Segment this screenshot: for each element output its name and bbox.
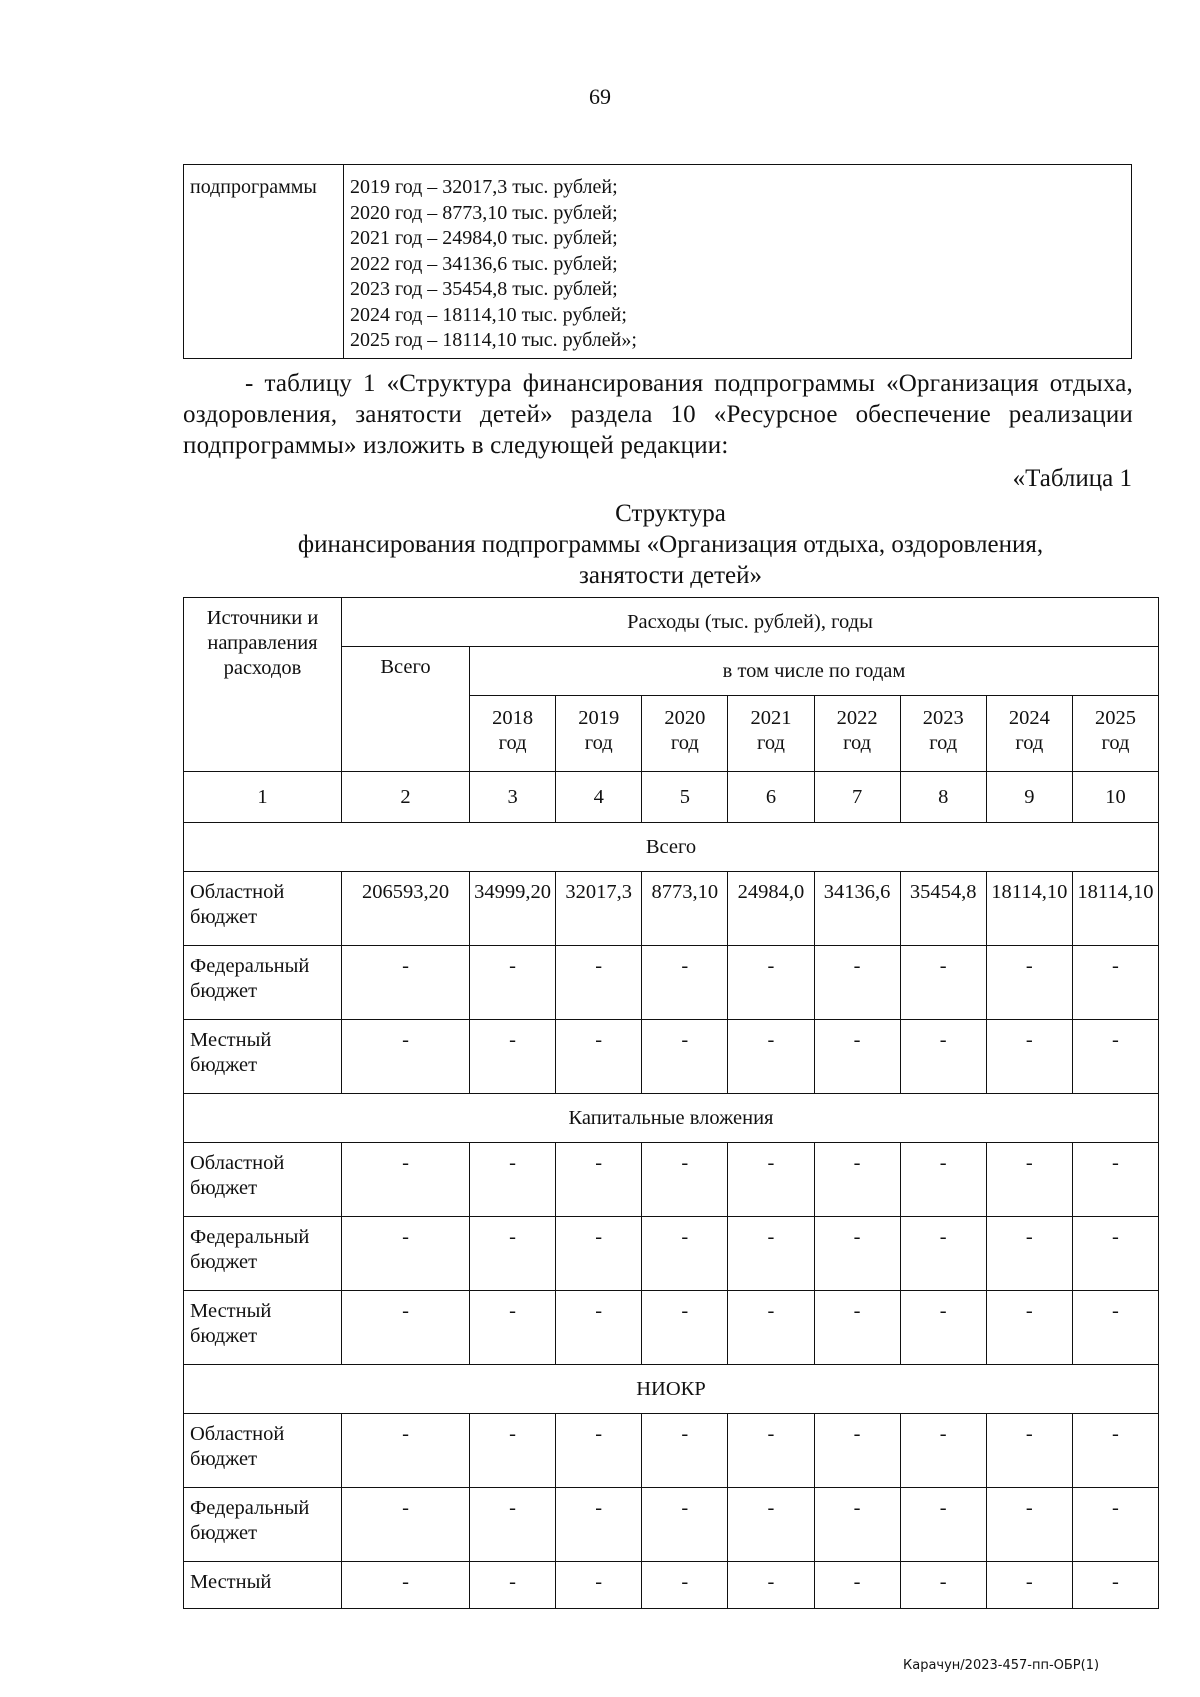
value-cell: -: [342, 1562, 470, 1609]
value-cell: -: [986, 1020, 1072, 1094]
value-cell: 34999,20: [470, 872, 556, 946]
value-cell: -: [642, 1414, 728, 1488]
header-year: 2025 год: [1072, 696, 1158, 772]
value-cell: -: [470, 1020, 556, 1094]
header-year: 2020 год: [642, 696, 728, 772]
summary-line: 2024 год – 18114,10 тыс. рублей;: [350, 303, 627, 326]
value-cell: -: [728, 1488, 814, 1562]
summary-line: 2023 год – 35454,8 тыс. рублей;: [350, 278, 618, 300]
value-cell: 8773,10: [642, 872, 728, 946]
value-cell: -: [814, 946, 900, 1020]
value-cell: -: [470, 1217, 556, 1291]
summary-line: 2025 год – 18114,10 тыс. рублей»;: [350, 329, 637, 351]
value-cell: -: [642, 1488, 728, 1562]
value-cell: 32017,3: [556, 872, 642, 946]
value-cell: -: [814, 1143, 900, 1217]
header-expenses: Расходы (тыс. рублей), годы: [342, 598, 1159, 647]
value-cell: -: [342, 1414, 470, 1488]
value-cell: -: [814, 1562, 900, 1609]
table-row: [184, 1562, 1159, 1609]
summary-line: 2020 год – 8773,10 тыс. рублей;: [350, 201, 618, 224]
column-number: 2: [342, 772, 470, 823]
source-cell: Областной бюджет: [184, 872, 342, 946]
value-cell: -: [900, 1217, 986, 1291]
value-cell: -: [342, 946, 470, 1020]
column-number: 10: [1072, 772, 1158, 823]
value-cell: -: [986, 946, 1072, 1020]
value-cell: -: [1072, 1020, 1158, 1094]
value-cell: -: [556, 1291, 642, 1365]
value-cell: -: [900, 1562, 986, 1609]
header-year: 2019 год: [556, 696, 642, 772]
value-cell: -: [470, 1143, 556, 1217]
value-cell: -: [728, 1020, 814, 1094]
summary-line: 2019 год – 32017,3 тыс. рублей;: [350, 176, 618, 198]
value-cell: -: [900, 946, 986, 1020]
value-cell: -: [1072, 946, 1158, 1020]
value-cell: -: [556, 1217, 642, 1291]
value-cell: -: [728, 1217, 814, 1291]
value-cell: -: [728, 1291, 814, 1365]
value-cell: -: [642, 1020, 728, 1094]
value-cell: -: [1072, 1143, 1158, 1217]
value-cell: -: [1072, 1562, 1158, 1609]
header-year: 2021 год: [728, 696, 814, 772]
value-cell: -: [470, 1291, 556, 1365]
summary-label: подпрограммы: [184, 165, 344, 359]
section-title: Капитальные вложения: [184, 1094, 1159, 1143]
table-title: [183, 498, 1158, 591]
value-cell: -: [642, 946, 728, 1020]
value-cell: 206593,20: [342, 872, 470, 946]
section-row: [184, 823, 1159, 872]
header-year: 2022 год: [814, 696, 900, 772]
value-cell: -: [986, 1414, 1072, 1488]
value-cell: -: [814, 1020, 900, 1094]
page-number: 69: [589, 84, 611, 109]
value-cell: -: [814, 1217, 900, 1291]
value-cell: 18114,10: [1072, 872, 1158, 946]
value-cell: -: [470, 1562, 556, 1609]
value-cell: -: [470, 946, 556, 1020]
source-cell: Местный: [184, 1562, 342, 1609]
table-row: [184, 1414, 1159, 1488]
table-title-line2: финансирования подпрограммы «Организация отдыха, оздоровления, занятости детей»: [297, 531, 1044, 589]
value-cell: 34136,6: [814, 872, 900, 946]
column-number: 8: [900, 772, 986, 823]
header-total: Всего: [342, 647, 470, 772]
value-cell: -: [342, 1291, 470, 1365]
value-cell: -: [642, 1291, 728, 1365]
header-year: 2018 год: [470, 696, 556, 772]
value-cell: -: [728, 1143, 814, 1217]
financing-structure-table: [183, 597, 1159, 1609]
column-number: 5: [642, 772, 728, 823]
table-row: [184, 1291, 1159, 1365]
value-cell: -: [1072, 1291, 1158, 1365]
column-number: 4: [556, 772, 642, 823]
source-cell: Местный бюджет: [184, 1020, 342, 1094]
source-cell: Областной бюджет: [184, 1143, 342, 1217]
value-cell: -: [642, 1217, 728, 1291]
header-sources: Источники и направления расходов: [184, 598, 342, 772]
value-cell: -: [556, 1143, 642, 1217]
value-cell: -: [986, 1143, 1072, 1217]
value-cell: -: [556, 1414, 642, 1488]
value-cell: -: [814, 1291, 900, 1365]
value-cell: -: [342, 1020, 470, 1094]
header-year: 2024 год: [986, 696, 1072, 772]
table-row: [184, 946, 1159, 1020]
value-cell: -: [728, 1414, 814, 1488]
value-cell: -: [1072, 1217, 1158, 1291]
source-cell: Федеральный бюджет: [184, 1488, 342, 1562]
value-cell: -: [986, 1217, 1072, 1291]
column-number: 9: [986, 772, 1072, 823]
summary-lines: [344, 165, 1132, 359]
value-cell: 24984,0: [728, 872, 814, 946]
column-number: 3: [470, 772, 556, 823]
header-year: 2023 год: [900, 696, 986, 772]
value-cell: -: [470, 1488, 556, 1562]
value-cell: -: [1072, 1488, 1158, 1562]
value-cell: -: [470, 1414, 556, 1488]
value-cell: -: [556, 1488, 642, 1562]
source-cell: Областной бюджет: [184, 1414, 342, 1488]
value-cell: -: [986, 1488, 1072, 1562]
value-cell: -: [900, 1143, 986, 1217]
value-cell: -: [814, 1414, 900, 1488]
value-cell: -: [556, 1020, 642, 1094]
column-number: 1: [184, 772, 342, 823]
value-cell: -: [900, 1291, 986, 1365]
column-number: 7: [814, 772, 900, 823]
value-cell: -: [814, 1488, 900, 1562]
section-row: [184, 1094, 1159, 1143]
table-label: «Таблица 1: [1012, 465, 1132, 492]
value-cell: -: [900, 1488, 986, 1562]
header-by-years: в том числе по годам: [470, 647, 1159, 696]
value-cell: -: [900, 1414, 986, 1488]
table-row: [184, 1488, 1159, 1562]
value-cell: -: [556, 946, 642, 1020]
document-footer-code: Карачун/2023-457-пп-ОБР(1): [903, 1658, 1100, 1673]
value-cell: -: [1072, 1414, 1158, 1488]
table-title-line1: Структура: [615, 500, 726, 527]
source-cell: Федеральный бюджет: [184, 946, 342, 1020]
source-cell: Местный бюджет: [184, 1291, 342, 1365]
value-cell: -: [728, 1562, 814, 1609]
table-row: [184, 1143, 1159, 1217]
value-cell: -: [342, 1143, 470, 1217]
table-row: [184, 872, 1159, 946]
value-cell: -: [642, 1143, 728, 1217]
value-cell: -: [342, 1217, 470, 1291]
table-row: [184, 1217, 1159, 1291]
value-cell: -: [986, 1291, 1072, 1365]
table-row: [184, 1020, 1159, 1094]
value-cell: -: [342, 1488, 470, 1562]
value-cell: -: [728, 946, 814, 1020]
value-cell: 35454,8: [900, 872, 986, 946]
amendment-paragraph: - таблицу 1 «Структура финансирования подпрограммы «Организация отдыха, оздоровления, занятости детей» раздела 10 «Ресурсное обеспечение реализации подпрограммы» изложить в следующей редакции:: [183, 370, 1133, 459]
section-title: НИОКР: [184, 1365, 1159, 1414]
value-cell: -: [556, 1562, 642, 1609]
source-cell: Федеральный бюджет: [184, 1217, 342, 1291]
funding-summary-table: [183, 164, 1132, 359]
value-cell: 18114,10: [986, 872, 1072, 946]
summary-line: 2021 год – 24984,0 тыс. рублей;: [350, 227, 618, 249]
value-cell: -: [986, 1562, 1072, 1609]
value-cell: -: [642, 1562, 728, 1609]
summary-line: 2022 год – 34136,6 тыс. рублей;: [350, 252, 618, 275]
section-title: Всего: [184, 823, 1159, 872]
section-row: [184, 1365, 1159, 1414]
column-number: 6: [728, 772, 814, 823]
value-cell: -: [900, 1020, 986, 1094]
